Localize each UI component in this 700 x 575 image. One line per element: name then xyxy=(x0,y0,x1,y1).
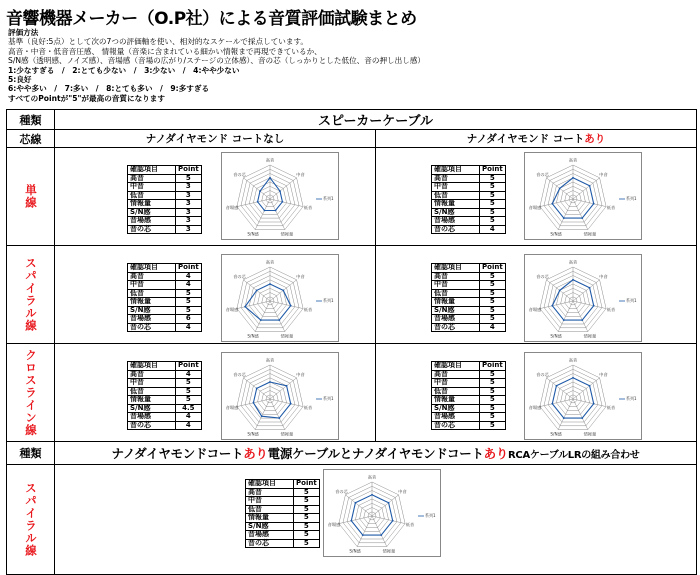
score-row xyxy=(128,315,202,324)
score-item: 低音 xyxy=(128,387,176,396)
col-header-without: ナノダイヤモンド コートなし xyxy=(55,130,376,148)
radar-axis-label: 中音 xyxy=(599,372,608,378)
radar-axis-label: 音場感 xyxy=(225,307,239,313)
radar-point xyxy=(244,306,246,308)
score-row xyxy=(128,281,202,290)
radar-axis-label: 中音 xyxy=(398,489,407,495)
speaker-cable-header: スピーカーケーブル xyxy=(55,110,697,130)
score-item: S/N感 xyxy=(128,208,176,217)
score-table xyxy=(245,479,320,548)
score-item: 低音 xyxy=(128,191,176,200)
score-header-item: 確認項目 xyxy=(432,166,480,175)
radar-point xyxy=(380,534,382,536)
radar-point xyxy=(559,188,561,190)
score-value: 5 xyxy=(176,174,202,183)
radar-point xyxy=(563,217,565,219)
score-item: 音場感 xyxy=(128,315,176,324)
legend-label: 系列1 xyxy=(626,396,637,401)
score-table xyxy=(127,361,202,430)
score-item: 高音 xyxy=(432,370,480,379)
radar-point xyxy=(278,319,280,321)
score-value: 3 xyxy=(176,183,202,192)
page-title: 音響機器メーカー（O.P社）による音質評価試験まとめ xyxy=(6,9,417,29)
score-item: 低音 xyxy=(432,191,480,200)
score-value: 6 xyxy=(176,315,202,324)
radar-point xyxy=(269,177,271,179)
score-item: 音場感 xyxy=(432,413,480,422)
score-item: S/N感 xyxy=(432,306,480,315)
radar-axis-label: 情報量 xyxy=(583,431,597,437)
radar-axis-label: 情報量 xyxy=(583,231,597,237)
score-header-item: 確認項目 xyxy=(432,362,480,371)
score-value: 5 xyxy=(480,208,506,217)
radar-point xyxy=(388,502,390,504)
score-value: 4 xyxy=(176,421,202,430)
row-label-cell xyxy=(7,148,55,246)
score-row xyxy=(128,396,202,405)
score-table xyxy=(431,263,506,332)
radar-point xyxy=(269,381,271,383)
score-value: 5 xyxy=(294,514,320,523)
score-item: 情報量 xyxy=(432,396,480,405)
score-item: 音場感 xyxy=(246,531,294,540)
score-item: 情報量 xyxy=(432,298,480,307)
radar-point xyxy=(593,203,595,205)
score-item: 音の芯 xyxy=(128,225,176,234)
result-cell xyxy=(376,246,697,344)
result-cell xyxy=(55,465,697,575)
radar-axis-label: 低音 xyxy=(405,522,415,528)
score-value: 3 xyxy=(176,191,202,200)
score-row xyxy=(128,323,202,332)
radar-axis-label: S/N感 xyxy=(247,333,259,339)
radar-axis-label: 情報量 xyxy=(583,333,597,339)
row-label-cell xyxy=(7,344,55,442)
score-value: 5 xyxy=(294,488,320,497)
bottom-header xyxy=(55,442,697,465)
radar-axis-label: 高音 xyxy=(568,157,578,163)
legend-label: 系列1 xyxy=(626,298,637,303)
method-scale-line: 6:やや多い / 7:多い / 8:とても多い / 9:多すぎる xyxy=(8,84,210,94)
radar-point xyxy=(282,201,284,203)
score-value: 5 xyxy=(294,497,320,506)
score-table xyxy=(127,165,202,234)
radar-point xyxy=(589,185,591,187)
radar-axis-label: 音の芯 xyxy=(335,489,348,495)
score-item: 音の芯 xyxy=(432,323,480,332)
radar-axis-label: 中音 xyxy=(296,172,305,178)
score-value: 4 xyxy=(176,413,202,422)
radar-point xyxy=(572,279,574,281)
radar-point xyxy=(551,203,553,205)
score-header-point: Point xyxy=(480,166,506,175)
radar-point xyxy=(581,319,583,321)
row-label-spiral-combo: スパイラル線 xyxy=(24,482,38,557)
score-item: S/N感 xyxy=(128,404,176,413)
score-item: 高音 xyxy=(432,272,480,281)
score-item: 中音 xyxy=(432,281,480,290)
radar-axis-label: 音場感 xyxy=(528,405,542,411)
score-row xyxy=(432,413,506,422)
radar-point xyxy=(259,190,261,192)
radar-axis-label: 高音 xyxy=(265,157,275,163)
radar-point xyxy=(572,177,574,179)
radar-axis-label: 低音 xyxy=(303,405,313,411)
result-cell xyxy=(55,148,376,246)
radar-point xyxy=(559,290,561,292)
method-line: 基準（良好:5点）として次の7つの評価軸を使い、相対的なスケールで採点しています。 xyxy=(8,37,309,47)
radar-axis-label: 低音 xyxy=(303,307,313,313)
score-value: 5 xyxy=(480,413,506,422)
score-value: 5 xyxy=(294,522,320,531)
score-item: 低音 xyxy=(128,289,176,298)
radar-point xyxy=(260,319,262,321)
results-table xyxy=(6,109,697,575)
score-value: 5 xyxy=(294,531,320,540)
col-header-with-text: ナノダイヤモンド コート xyxy=(466,133,585,145)
score-value: 4 xyxy=(176,281,202,290)
bottom-header-part: ナノダイヤモンドコート xyxy=(111,446,244,461)
radar-point xyxy=(256,388,258,390)
score-item: 音の芯 xyxy=(128,421,176,430)
score-item: S/N感 xyxy=(246,522,294,531)
score-item: 情報量 xyxy=(246,514,294,523)
score-item: 音の芯 xyxy=(432,421,480,430)
radar-axis-label: 高音 xyxy=(367,474,377,480)
legend-label: 系列1 xyxy=(626,196,637,201)
radar-axis-label: S/N感 xyxy=(550,333,562,339)
score-row xyxy=(432,315,506,324)
score-row xyxy=(432,183,506,192)
score-value: 5 xyxy=(176,298,202,307)
radar-axis-label: 音の芯 xyxy=(233,274,246,280)
radar-point xyxy=(556,385,558,387)
radar-point xyxy=(350,520,352,522)
score-table xyxy=(431,165,506,234)
radar-point xyxy=(256,290,258,292)
score-value: 5 xyxy=(480,200,506,209)
bottom-header-part: 電源ケーブルとナノダイヤモンドコート xyxy=(267,446,484,461)
score-header-point: Point xyxy=(480,264,506,273)
radar-point xyxy=(581,417,583,419)
col-header-with xyxy=(376,130,697,148)
radar-point xyxy=(551,305,553,307)
result-cell xyxy=(376,148,697,246)
radar-axis-label: 中音 xyxy=(296,274,305,280)
radar-axis-label: 音場感 xyxy=(327,522,341,528)
score-value: 5 xyxy=(480,387,506,396)
radar-point xyxy=(581,217,583,219)
method-line: S/N感（透明感、ノイズ感）、音場感（音場の広がり/ステージの立体感）、音の芯（しっかりとした低位、音の押し出し感） xyxy=(8,56,426,66)
score-value: 5 xyxy=(480,272,506,281)
radar-point xyxy=(282,290,284,292)
score-header-item: 確認項目 xyxy=(432,264,480,273)
score-item: 中音 xyxy=(128,281,176,290)
radar-point xyxy=(589,385,591,387)
score-item: 高音 xyxy=(128,370,176,379)
score-value: 3 xyxy=(176,225,202,234)
score-row xyxy=(432,421,506,430)
score-value: 5 xyxy=(480,379,506,388)
legend-label: 系列1 xyxy=(323,396,334,401)
radar-chart xyxy=(221,254,339,342)
score-header-item: 確認項目 xyxy=(128,166,176,175)
score-value: 5 xyxy=(480,370,506,379)
score-row xyxy=(432,200,506,209)
radar-chart xyxy=(323,469,441,557)
score-value: 5 xyxy=(294,539,320,548)
score-item: 中音 xyxy=(128,183,176,192)
radar-axis-label: 低音 xyxy=(606,205,616,211)
row-label-cell xyxy=(7,465,55,575)
radar-point xyxy=(257,201,259,203)
radar-axis-label: 音場感 xyxy=(528,307,542,313)
type-header: 種類 xyxy=(7,110,55,130)
radar-point xyxy=(290,305,292,307)
score-value: 5 xyxy=(480,217,506,226)
radar-axis-label: 中音 xyxy=(599,274,608,280)
radar-point xyxy=(551,403,553,405)
score-item: 音の芯 xyxy=(432,225,480,234)
radar-axis-label: 情報量 xyxy=(280,231,294,237)
score-item: 音場感 xyxy=(432,315,480,324)
score-row xyxy=(246,539,320,548)
radar-axis-label: 音の芯 xyxy=(233,172,246,178)
score-item: S/N感 xyxy=(432,208,480,217)
row-label-tansen: 単線 xyxy=(24,184,38,209)
score-value: 5 xyxy=(176,379,202,388)
radar-axis-label: 低音 xyxy=(303,205,313,211)
radar-axis-label: 中音 xyxy=(296,372,305,378)
score-row xyxy=(128,183,202,192)
score-value: 5 xyxy=(480,315,506,324)
score-value: 4.5 xyxy=(176,404,202,413)
radar-axis-label: 低音 xyxy=(606,307,616,313)
score-item: 低音 xyxy=(432,289,480,298)
radar-axis-label: 情報量 xyxy=(280,431,294,437)
radar-point xyxy=(279,190,281,192)
score-item: S/N感 xyxy=(432,404,480,413)
score-value: 5 xyxy=(176,289,202,298)
score-row xyxy=(432,225,506,234)
score-value: 3 xyxy=(176,217,202,226)
radar-chart xyxy=(524,352,642,440)
score-item: 音場感 xyxy=(128,217,176,226)
score-item: 高音 xyxy=(432,174,480,183)
radar-axis-label: S/N感 xyxy=(550,431,562,437)
evaluation-method xyxy=(8,28,425,103)
score-item: 情報量 xyxy=(128,298,176,307)
radar-chart xyxy=(221,352,339,440)
score-header-item: 確認項目 xyxy=(128,362,176,371)
row-label-cell xyxy=(7,246,55,344)
score-row xyxy=(128,225,202,234)
radar-axis-label: 情報量 xyxy=(382,548,396,554)
radar-axis-label: 高音 xyxy=(265,357,275,363)
radar-point xyxy=(362,534,364,536)
score-value: 5 xyxy=(480,183,506,192)
radar-axis-label: S/N感 xyxy=(247,231,259,237)
score-item: 中音 xyxy=(246,497,294,506)
score-item: 情報量 xyxy=(432,200,480,209)
core-header: 芯線 xyxy=(7,130,55,148)
radar-point xyxy=(392,520,394,522)
radar-point xyxy=(261,415,263,417)
score-value: 5 xyxy=(176,387,202,396)
score-row xyxy=(432,379,506,388)
legend-label: 系列1 xyxy=(425,513,436,518)
radar-axis-label: 音の芯 xyxy=(233,372,246,378)
radar-axis-label: S/N感 xyxy=(247,431,259,437)
score-value: 5 xyxy=(176,306,202,315)
score-item: S/N感 xyxy=(128,306,176,315)
radar-axis-label: S/N感 xyxy=(349,548,361,554)
score-item: 音場感 xyxy=(432,217,480,226)
score-item: 高音 xyxy=(246,488,294,497)
score-item: 音の芯 xyxy=(246,539,294,548)
score-row xyxy=(246,514,320,523)
radar-point xyxy=(589,287,591,289)
method-scale-line: 1:少なすぎる / 2:とても少ない / 3:少ない / 4:やや少ない xyxy=(8,65,240,75)
score-row xyxy=(128,421,202,430)
score-value: 4 xyxy=(176,323,202,332)
score-value: 5 xyxy=(480,298,506,307)
radar-axis-label: S/N感 xyxy=(550,231,562,237)
score-row xyxy=(128,200,202,209)
row-label-spiral: スパイラル線 xyxy=(24,257,38,332)
radar-point xyxy=(593,305,595,307)
score-row xyxy=(432,281,506,290)
method-line: 高音・中音・低音音圧感、 情報量（音楽に含まれている細かい情報まで再現できているか、 xyxy=(8,46,322,56)
radar-axis-label: 音場感 xyxy=(528,205,542,211)
result-cell xyxy=(376,344,697,442)
row-label-crossline: クロスライン線 xyxy=(24,348,38,437)
radar-point xyxy=(275,210,277,212)
score-item: 高音 xyxy=(128,272,176,281)
radar-axis-label: 中音 xyxy=(599,172,608,178)
score-row xyxy=(128,217,202,226)
legend-label: 系列1 xyxy=(323,196,334,201)
radar-point xyxy=(563,319,565,321)
score-value: 3 xyxy=(176,208,202,217)
radar-axis-label: 音の芯 xyxy=(536,372,549,378)
score-item: 低音 xyxy=(432,387,480,396)
radar-axis-label: 高音 xyxy=(568,357,578,363)
score-item: 音の芯 xyxy=(128,323,176,332)
score-row xyxy=(432,396,506,405)
score-table xyxy=(431,361,506,430)
bottom-header-ari: あり xyxy=(243,446,268,461)
score-row xyxy=(246,531,320,540)
radar-chart xyxy=(524,152,642,240)
score-row xyxy=(246,497,320,506)
score-header-point: Point xyxy=(176,264,202,273)
radar-axis-label: 低音 xyxy=(606,405,616,411)
score-value: 3 xyxy=(176,200,202,209)
score-item: 中音 xyxy=(432,379,480,388)
score-header-item: 確認項目 xyxy=(246,480,294,489)
score-value: 5 xyxy=(480,174,506,183)
score-value: 5 xyxy=(480,421,506,430)
score-item: 中音 xyxy=(128,379,176,388)
score-item: 高音 xyxy=(128,174,176,183)
legend-label: 系列1 xyxy=(323,298,334,303)
radar-point xyxy=(593,403,595,405)
score-item: 低音 xyxy=(246,505,294,514)
score-header-point: Point xyxy=(176,362,202,371)
score-row xyxy=(432,298,506,307)
radar-axis-label: 音の芯 xyxy=(536,172,549,178)
method-scale-line: 5:良好 xyxy=(8,75,32,85)
score-value: 5 xyxy=(480,404,506,413)
radar-chart xyxy=(524,254,642,342)
radar-point xyxy=(269,283,271,285)
radar-point xyxy=(264,210,266,212)
score-value: 4 xyxy=(480,323,506,332)
radar-point xyxy=(355,502,357,504)
bottom-type-header: 種類 xyxy=(7,442,55,465)
result-cell xyxy=(55,246,376,344)
score-value: 5 xyxy=(480,191,506,200)
col-header-with-ari: あり xyxy=(584,133,606,145)
method-heading: 評価方法 xyxy=(8,28,39,37)
radar-point xyxy=(563,417,565,419)
score-item: 情報量 xyxy=(128,200,176,209)
radar-point xyxy=(278,417,280,419)
score-item: 音場感 xyxy=(128,413,176,422)
score-item: 中音 xyxy=(432,183,480,192)
score-header-point: Point xyxy=(294,480,320,489)
radar-axis-label: 情報量 xyxy=(280,333,294,339)
radar-point xyxy=(286,385,288,387)
radar-axis-label: 高音 xyxy=(265,259,275,265)
radar-axis-label: 音場感 xyxy=(225,405,239,411)
score-header-point: Point xyxy=(176,166,202,175)
score-value: 4 xyxy=(176,370,202,379)
score-value: 4 xyxy=(176,272,202,281)
bottom-header-ari: あり xyxy=(483,446,509,461)
score-value: 5 xyxy=(176,396,202,405)
radar-point xyxy=(572,377,574,379)
score-value: 5 xyxy=(480,306,506,315)
score-row xyxy=(128,298,202,307)
score-table xyxy=(127,263,202,332)
score-value: 5 xyxy=(480,289,506,298)
score-row xyxy=(128,379,202,388)
radar-point xyxy=(290,403,292,405)
result-cell xyxy=(55,344,376,442)
score-header-item: 確認項目 xyxy=(128,264,176,273)
score-value: 5 xyxy=(480,396,506,405)
radar-axis-label: 音の芯 xyxy=(536,274,549,280)
radar-point xyxy=(253,402,255,404)
score-value: 5 xyxy=(294,505,320,514)
radar-axis-label: 高音 xyxy=(568,259,578,265)
radar-axis-label: 音場感 xyxy=(225,205,239,211)
score-row xyxy=(432,217,506,226)
score-row xyxy=(432,323,506,332)
score-value: 4 xyxy=(480,225,506,234)
score-row xyxy=(128,413,202,422)
radar-point xyxy=(371,494,373,496)
score-item: 情報量 xyxy=(128,396,176,405)
method-note: すべてのPointが"5"が最高の音質になります xyxy=(8,93,165,103)
score-value: 5 xyxy=(480,281,506,290)
bottom-header-part: RCAケーブルLRの組み合わせ xyxy=(508,450,640,461)
radar-chart xyxy=(221,152,339,240)
score-header-point: Point xyxy=(480,362,506,371)
